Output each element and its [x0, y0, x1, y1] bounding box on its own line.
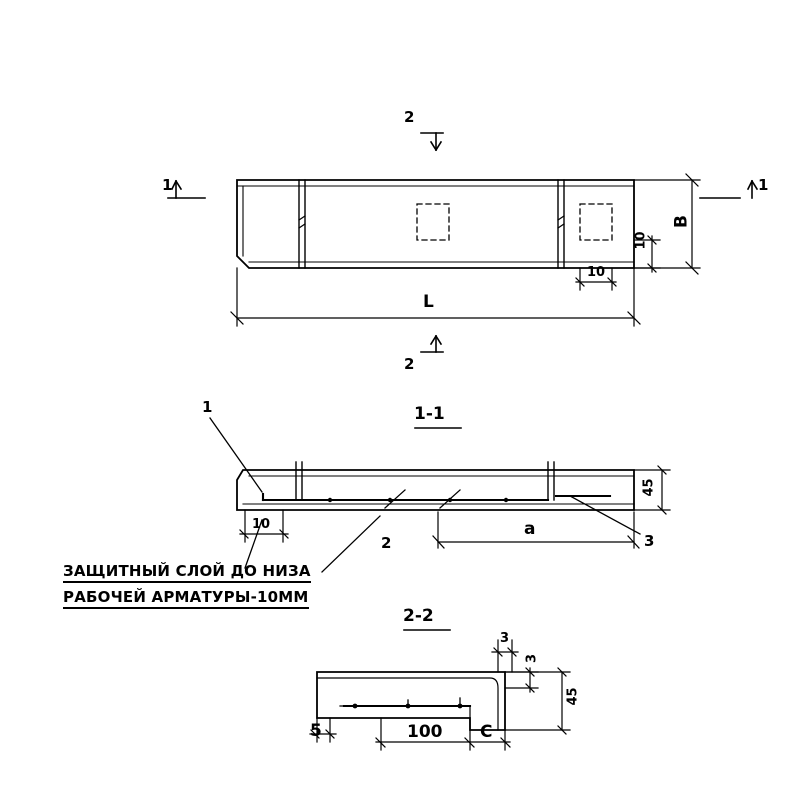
dim-45-section-2-2-label: 45 [565, 687, 581, 706]
callout-2-label: 2 [381, 534, 392, 552]
dim-5-label: 5 [310, 721, 322, 741]
dim-a-section-1-1-label: a [524, 519, 536, 539]
section-1-1-rebar [263, 494, 610, 500]
dim-L [231, 265, 640, 326]
section-2-2-title: 2-2 [403, 606, 434, 626]
dim-c-label: C [480, 722, 493, 742]
cut-mark-2-bottom-label: 2 [404, 355, 415, 373]
plan-division-lines [299, 180, 564, 268]
plan-inner-lines [237, 186, 634, 262]
section-mark-2-top [421, 133, 443, 150]
plan-outline [237, 180, 634, 268]
plan-weld-ticks [299, 216, 564, 228]
dim-100-label: 100 [407, 722, 443, 742]
leader-callout-3 [570, 496, 640, 534]
note-line-1: ЗАЩИТНЫЙ СЛОЙ ДО НИЗА [63, 562, 311, 583]
dim-L-label: L [423, 292, 434, 312]
dim-10-horizontal-label: 10 [587, 265, 606, 280]
dim-10-vertical-label: 10 [633, 231, 649, 250]
callout-3-label: 3 [644, 532, 655, 550]
plan-embed-center [417, 204, 449, 240]
cut-mark-1-right-label: 1 [758, 176, 769, 194]
section-1-1-joints [296, 462, 554, 500]
callout-1-label: 1 [202, 398, 213, 416]
plan-embed-right [580, 204, 612, 240]
section-2-2-stirrup-ticks [408, 698, 460, 706]
section-mark-1-left [168, 181, 205, 198]
section-mark-1-right [700, 181, 757, 198]
dim-45-section-2-2 [505, 668, 570, 734]
cut-mark-1-left-label: 1 [162, 176, 173, 194]
dim-3-right-label: 3 [524, 653, 540, 664]
dim-45-section-1-1-label: 45 [641, 478, 657, 497]
section-mark-2-bottom [421, 336, 443, 352]
dim-10-section-1-1-label: 10 [252, 517, 271, 532]
cut-mark-2-top-label: 2 [404, 108, 415, 126]
note-line-2: РАБОЧЕЙ АРМАТУРЫ-10ММ [63, 588, 309, 609]
dim-3-top-label: 3 [500, 631, 510, 646]
leader-callout-1 [210, 418, 262, 492]
dim-B-label: B [671, 215, 692, 228]
section-1-1-title: 1-1 [414, 404, 445, 424]
